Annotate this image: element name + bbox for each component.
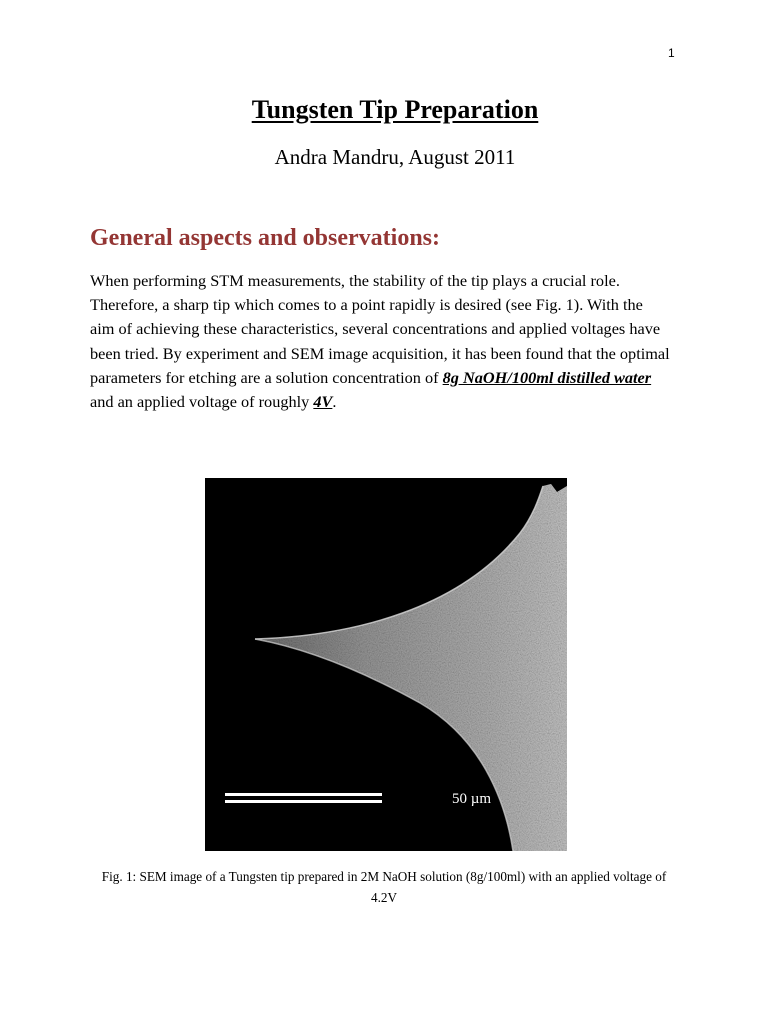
scale-bar-top	[225, 793, 382, 796]
sem-image-figure	[205, 478, 567, 851]
paragraph-text-2: and an applied voltage of roughly	[90, 392, 314, 412]
page-number: 1	[668, 46, 675, 60]
voltage-emphasis: 4V	[313, 392, 333, 412]
figure-caption: Fig. 1: SEM image of a Tungsten tip prepared in 2M NaOH solution (8g/100ml) with an applied voltage of 4.2V	[101, 869, 667, 905]
body-paragraph	[90, 269, 670, 414]
section-heading: General aspects and observations:	[90, 225, 440, 251]
sem-tip-image	[205, 478, 567, 851]
paragraph-text-3: .	[332, 392, 337, 412]
scale-bar-bottom	[225, 800, 382, 803]
author-line: Andra Mandru, August 2011	[274, 145, 516, 169]
document-title: Tungsten Tip Preparation	[251, 95, 539, 124]
scale-bar-label: 50 µm	[452, 791, 492, 807]
concentration-emphasis: 8g NaOH/100ml distilled water	[442, 367, 652, 387]
paragraph-text-1: When performing STM measurements, the stability of the tip plays a crucial role. Therefore, a sharp tip which comes to a point rapidly is desired (see Fig. 1). With the aim of achieving these characteristics, several concentrations and applied voltages have been tried. By experiment and SEM image acquisition, it has been found that the optimal parameters for etching are a solution concentration of	[90, 271, 670, 387]
